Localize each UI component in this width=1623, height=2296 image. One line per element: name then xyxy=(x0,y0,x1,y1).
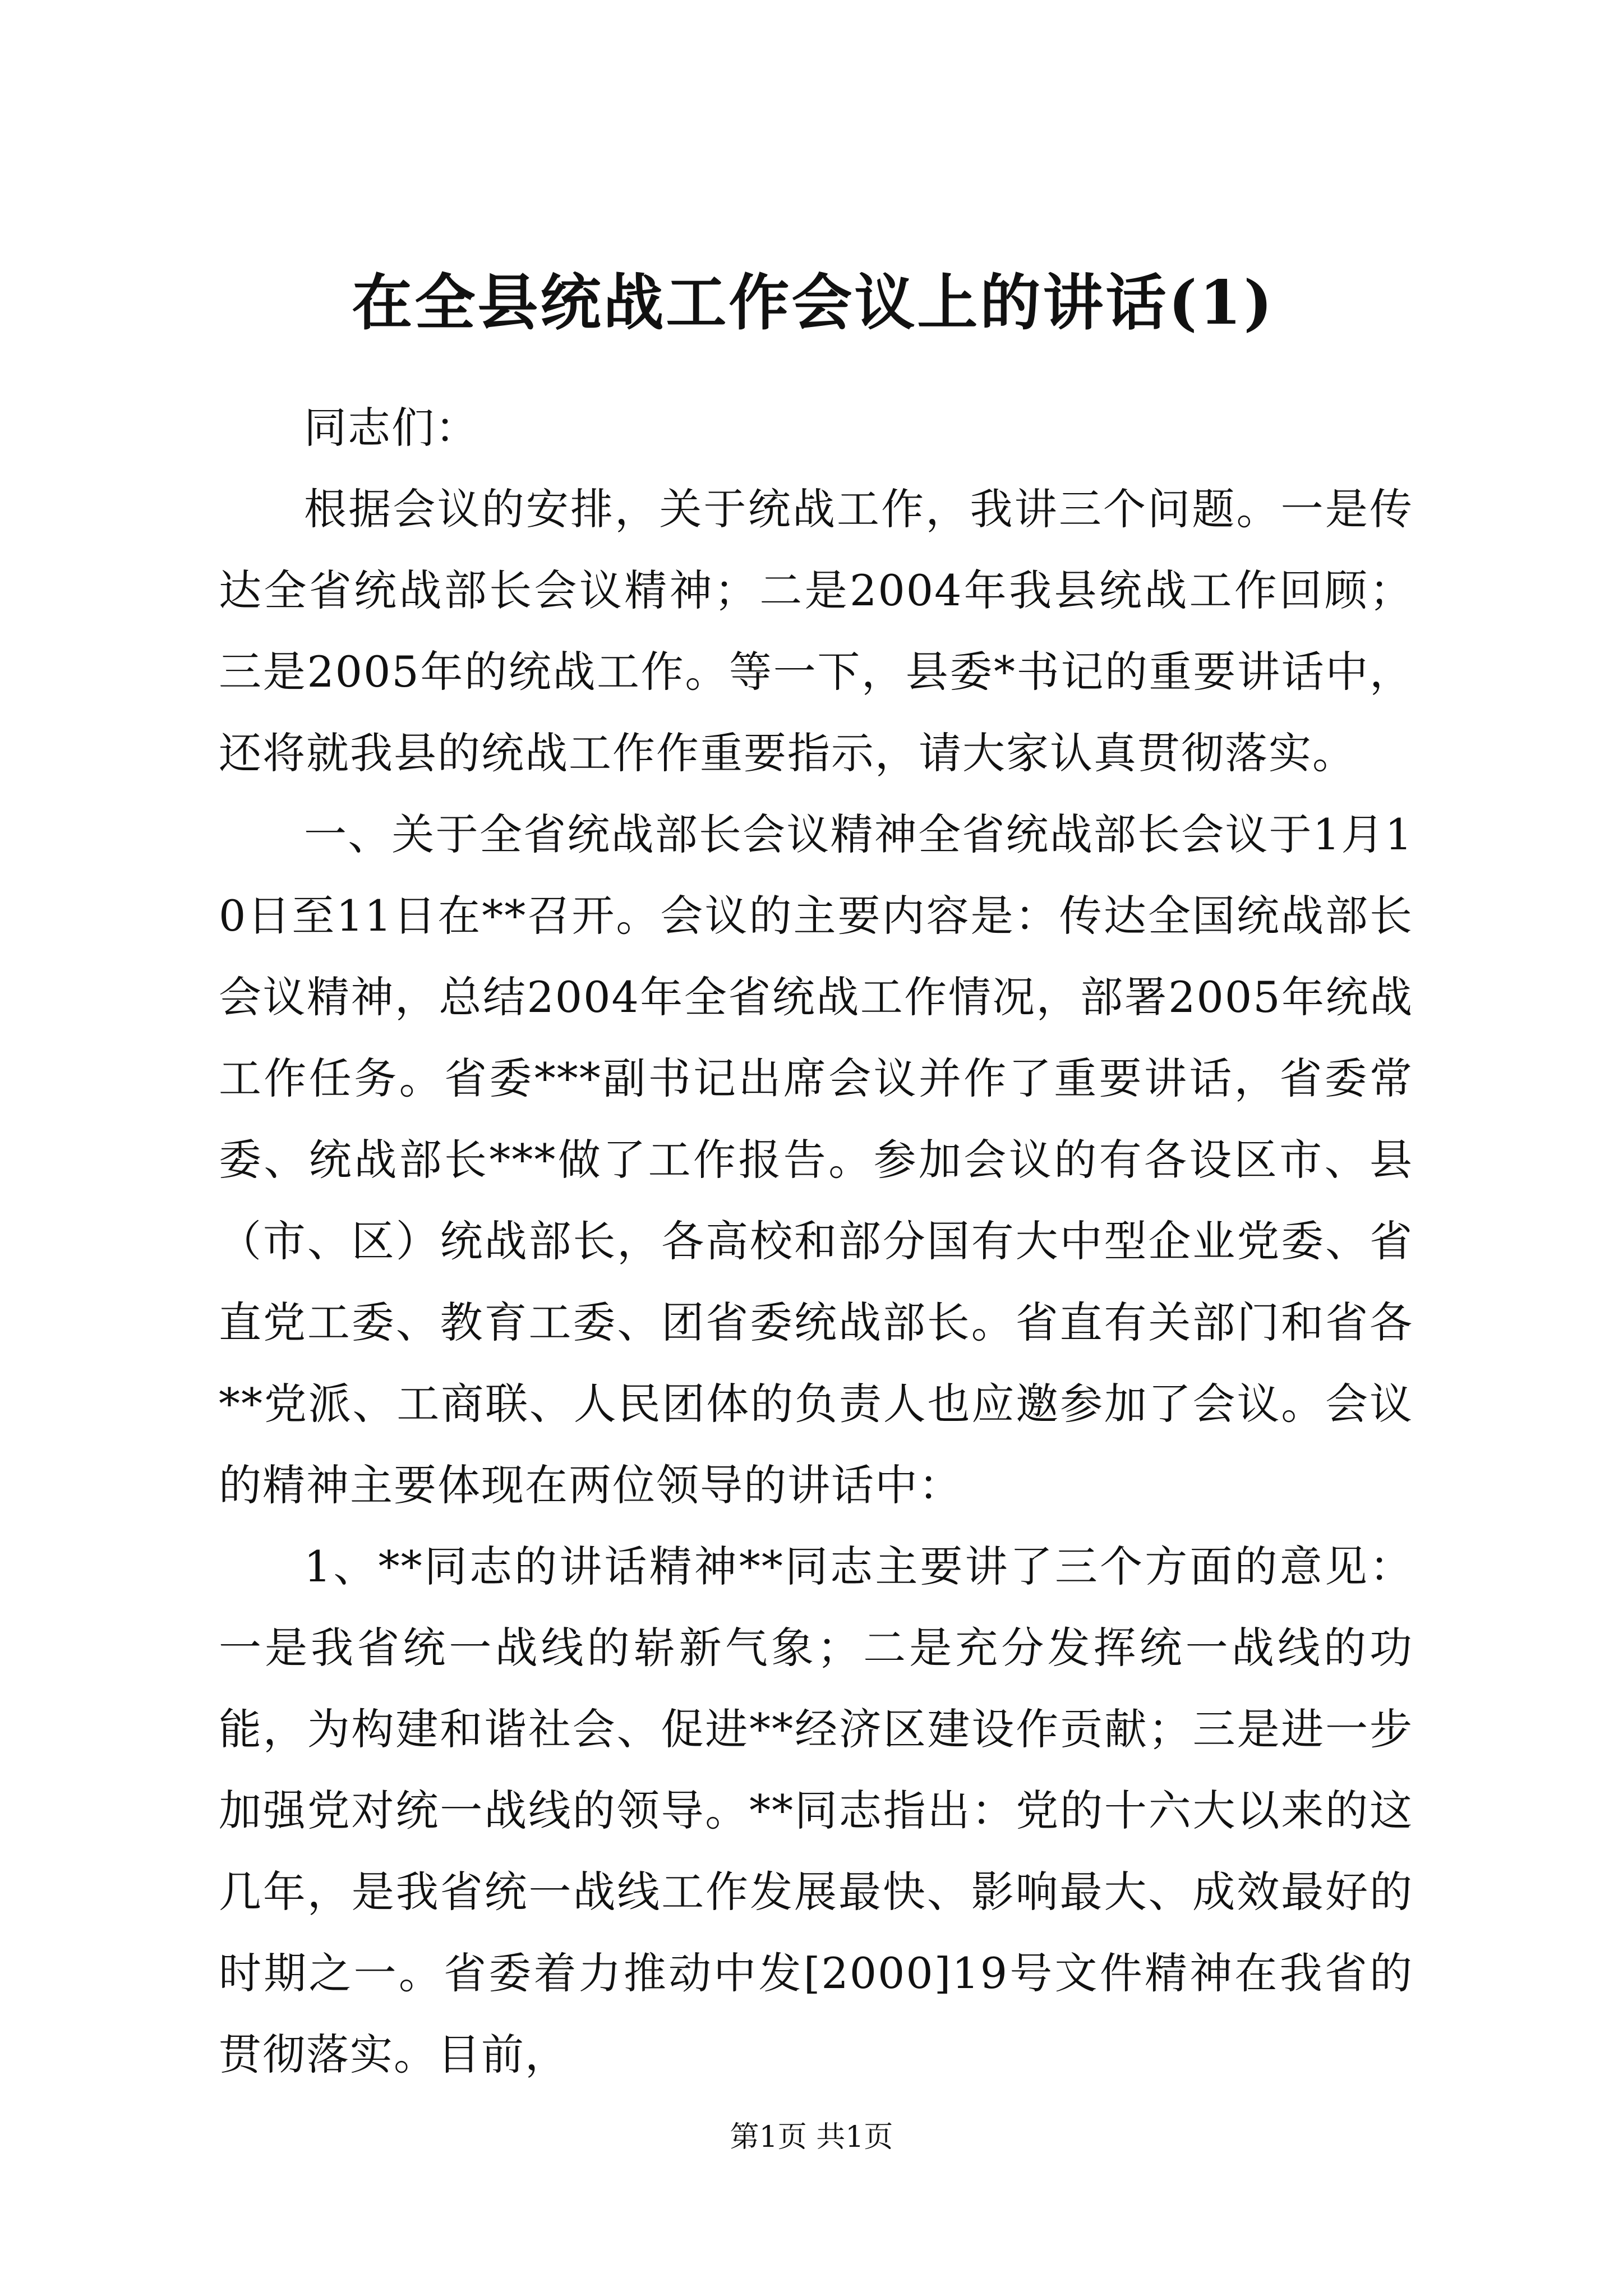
subsection-one-paragraph: 1、**同志的讲话精神**同志主要讲了三个方面的意见：一是我省统一战线的崭新气象；二是充分发挥统一战线的功能，为构建和谐社会、促进**经济区建设作贡献；三是进一步加强党对统一战线的领导。**同志指出：党的十六大以来的这几年，是我省统一战线工作发展最快、影响最大、成效最好的时期之一。省委着力推动中发[2000]19号文件精神在我省的贯彻落实。目前， xyxy=(219,1542,1413,2079)
intro-paragraph: 根据会议的安排，关于统战工作，我讲三个问题。一是传达全省统战部长会议精神；二是2004年我县统战工作回顾；三是2005年的统战工作。等一下，县委*书记的重要讲话中，还将就我县的统战工作作重要指示，请大家认真贯彻落实。 xyxy=(219,484,1413,778)
section-one-paragraph: 一、关于全省统战部长会议精神全省统战部长会议于1月10日至11日在**召开。会议的主要内容是：传达全国统战部长会议精神，总结2004年全省统战工作情况，部署2005年统战工作任务。省委***副书记出席会议并作了重要讲话，省委常委、统战部长***做了工作报告。参加会议的有各设区市、县（市、区）统战部长，各高校和部分国有大中型企业党委、省直党工委、教育工委、团省委统战部长。省直有关部门和省各**党派、工商联、人民团体的负责人也应邀参加了会议。会议的精神主要体现在两位领导的讲话中： xyxy=(219,809,1413,1510)
page-footer: 第1页 共1页 xyxy=(730,2120,893,2154)
document-title: 在全县统战工作会议上的讲话(1) xyxy=(352,268,1275,338)
document-body xyxy=(219,387,1413,2095)
salutation-paragraph: 同志们： xyxy=(304,403,479,453)
